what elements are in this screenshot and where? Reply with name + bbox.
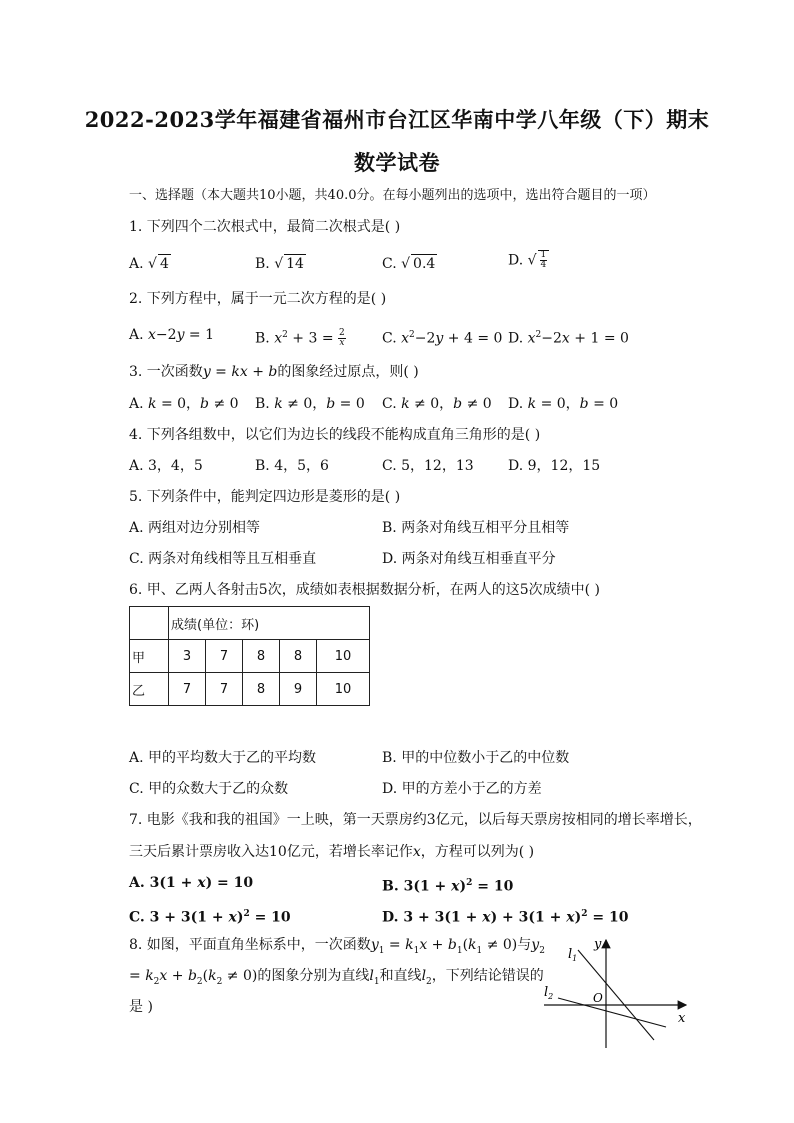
table-cell: 7 — [169, 673, 206, 706]
q4-option-c: C. 5，12，13 — [382, 458, 474, 474]
table-cell: 7 — [206, 640, 243, 673]
q1-option-b: B. √ 14 — [255, 256, 304, 272]
q6-option-c: C. 甲的众数大于乙的众数 — [129, 781, 289, 797]
q7-option-b: B. $3(1 + x)^2 = 10$ — [382, 878, 514, 895]
q1-option-d: D. √ $\frac{1}{4}$ — [508, 250, 549, 270]
frac-num: 1 — [540, 250, 547, 260]
label-origin: O — [593, 991, 603, 1005]
row-label: 乙 — [130, 673, 169, 706]
q3-option-d: D. k = 0，b = 0 — [508, 396, 619, 412]
table-cell: 7 — [206, 673, 243, 706]
q2-option-c: C. $x^2-2y + 4 = 0$ — [382, 330, 503, 347]
radicand: 0.4 — [413, 256, 436, 272]
q8-line2-post: 的图象分别为直线 — [257, 968, 370, 984]
q5-option-d: D. 两条对角线互相垂直平分 — [382, 551, 556, 567]
label-x: x — [678, 1011, 686, 1026]
question-3-stem: 3. 一次函数y = kx + b的图象经过原点，则( ) — [129, 364, 419, 380]
question-7-line2: 三天后累计票房收入达10亿元，若增长率记作x，方程可以列为( ) — [129, 844, 535, 860]
q7-line2-post: ，方程可以列为( ) — [420, 844, 535, 860]
table-header: 成绩(单位：环) — [169, 607, 370, 640]
q5-option-c: C. 两条对角线相等且互相垂直 — [129, 551, 317, 567]
question-5-stem: 5. 下列条件中，能判定四边形是菱形的是( ) — [129, 489, 401, 505]
exam-title-line1: 2022-2023学年福建省福州市台江区华南中学八年级（下）期末 — [84, 107, 710, 132]
table-cell — [130, 607, 169, 640]
q8-coordinate-figure — [536, 930, 696, 1055]
radicand: 4 — [159, 256, 169, 272]
exam-title-line2: 数学试卷 — [354, 150, 440, 175]
q3-stem-pre: 3. 一次函数 — [129, 364, 203, 380]
line-l2 — [558, 998, 666, 1027]
q8-line2-and: 和直线 — [379, 968, 422, 984]
radicand: 14 — [286, 256, 304, 272]
q2-option-b: B. $x^2 + 3$ = $\frac{2}{x}$ — [255, 328, 345, 349]
q3-stem-post: 的图象经过原点，则( ) — [277, 364, 419, 380]
q5-option-b: B. 两条对角线互相平分且相等 — [382, 520, 570, 536]
q3-option-c: C. k ≠ 0，b ≠ 0 — [382, 396, 492, 412]
question-8-line2: = $k_2x + b_2(k_2 \ne 0)$的图象分别为直线$l_1$和直线$l_2$，下列结论错误的 — [129, 968, 544, 987]
table-row — [130, 673, 370, 706]
q3-option-a: A. k = 0，b ≠ 0 — [129, 396, 239, 412]
q4-option-a: A. 3，4，5 — [129, 458, 203, 474]
table-row — [130, 640, 370, 673]
q4-option-d: D. 9，12，15 — [508, 458, 601, 474]
q7-option-c: C. $3 + 3(1 + x)^2 = 10$ — [129, 909, 291, 926]
q2-option-d: D. $x^2-2x + 1 = 0$ — [508, 330, 629, 347]
q5-option-a: A. 两组对边分别相等 — [129, 520, 261, 536]
table-cell: 8 — [243, 640, 280, 673]
q4-option-b: B. 4，5，6 — [255, 458, 329, 474]
q8-line2-end: ，下列结论错误的 — [431, 968, 544, 984]
q6-option-a: A. 甲的平均数大于乙的平均数 — [129, 750, 317, 766]
label-l1: $l_1$ — [568, 947, 578, 963]
line-l1 — [578, 950, 654, 1040]
q7-line2-pre: 三天后累计票房收入达10亿元，若增长率记作 — [129, 844, 413, 860]
table-row — [130, 607, 370, 640]
table-cell: 8 — [280, 640, 317, 673]
table-cell: 8 — [243, 673, 280, 706]
question-6-stem: 6. 甲、乙两人各射击5次，成绩如表根据数据分析，在两人的这5次成绩中( ) — [129, 582, 600, 598]
label-l2: $l_2$ — [544, 985, 554, 1001]
question-7-line1: 7. 电影《我和我的祖国》一上映，第一天票房约3亿元，以后每天票房按相同的增长率增长， — [129, 812, 702, 828]
section-heading: 一、选择题（本大题共10小题，共40.0分。在每小题列出的选项中，选出符合题目的一项） — [129, 188, 656, 203]
table-cell: 3 — [169, 640, 206, 673]
score-table — [129, 606, 370, 706]
label-y: y — [594, 937, 602, 952]
q2-option-a: A. x−2y = 1 — [129, 327, 215, 343]
question-2-stem: 2. 下列方程中，属于一元二次方程的是( ) — [129, 291, 387, 307]
q7-option-a: A. 3(1 + x) = 10 — [129, 875, 254, 891]
question-1-stem: 1. 下列四个二次根式中，最简二次根式是( ) — [129, 219, 401, 235]
q1-option-c: C. √ 0.4 — [382, 256, 436, 272]
q1-option-a: A. √ 4 — [129, 256, 169, 272]
q6-option-b: B. 甲的中位数小于乙的中位数 — [382, 750, 570, 766]
table-cell: 10 — [317, 640, 370, 673]
question-8-line3: 是 ) — [129, 999, 153, 1015]
question-4-stem: 4. 下列各组数中，以它们为边长的线段不能构成直角三角形的是( ) — [129, 427, 541, 443]
table-cell: 9 — [280, 673, 317, 706]
q7-option-d: D. $3 + 3(1 + x) + 3(1 + x)^2 = 10$ — [382, 909, 629, 926]
q3-option-b: B. k ≠ 0，b = 0 — [255, 396, 365, 412]
row-label: 甲 — [130, 640, 169, 673]
q6-option-d: D. 甲的方差小于乙的方差 — [382, 781, 542, 797]
question-8-line1: 8. 如图，平面直角坐标系中，一次函数$y_1 = k_1x + b_1(k_1 \ne 0)$与$y_2$ — [129, 937, 545, 956]
table-cell: 10 — [317, 673, 370, 706]
q8-line1-pre: 8. 如图，平面直角坐标系中，一次函数 — [129, 937, 371, 953]
frac-den: 4 — [540, 260, 547, 270]
